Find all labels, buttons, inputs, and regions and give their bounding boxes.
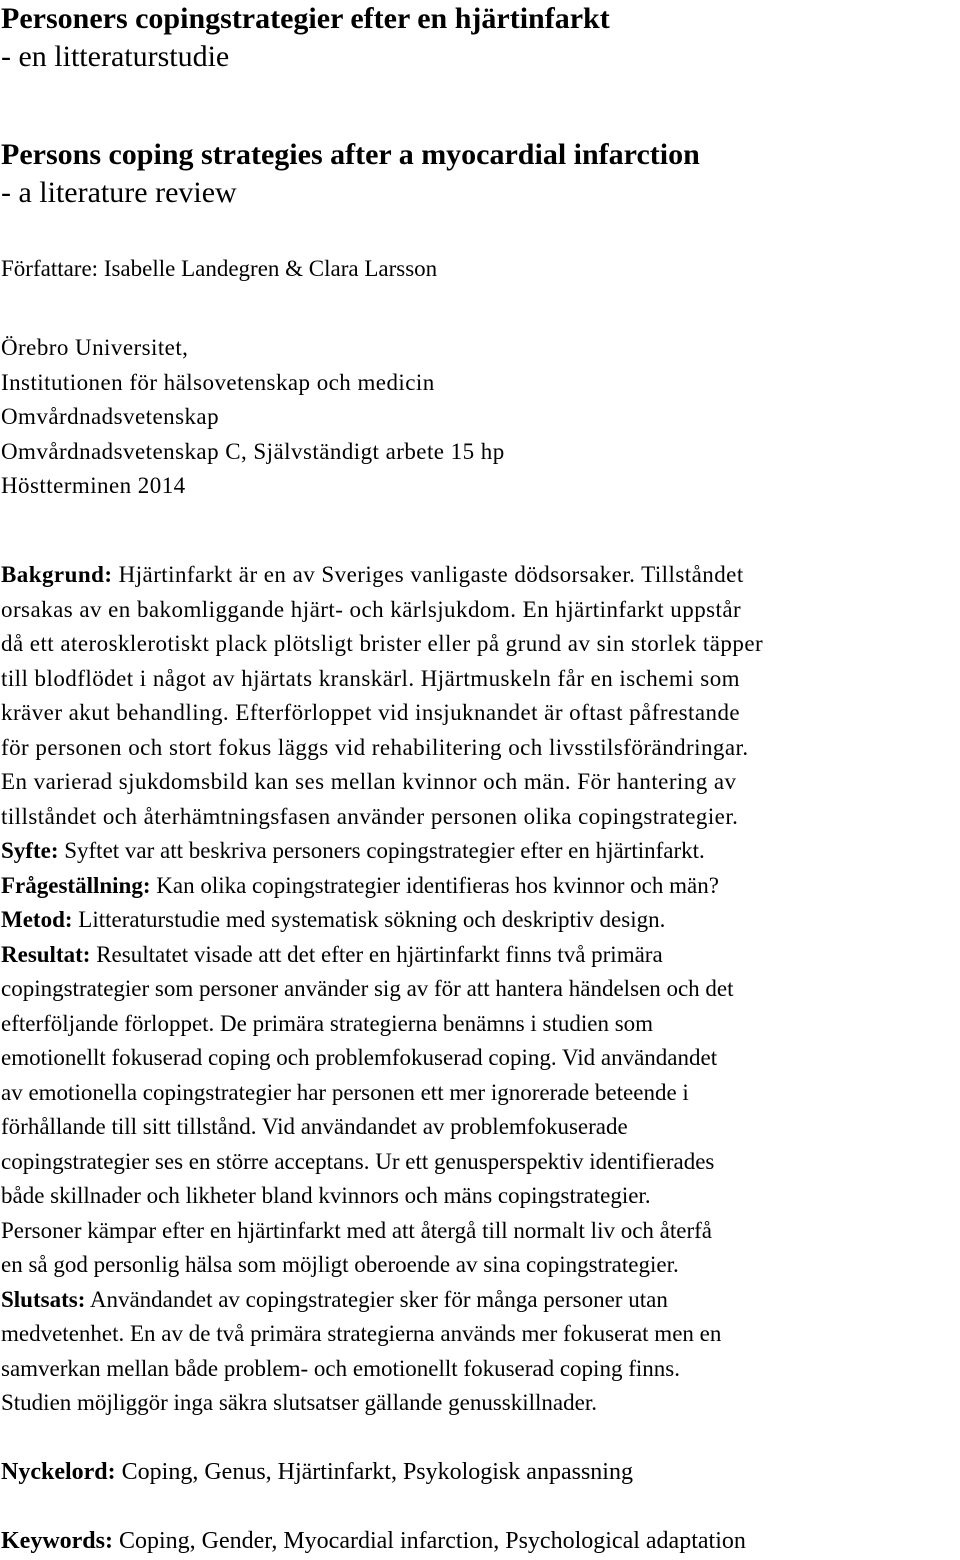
abstract-line: till blodflödet i något av hjärtats kranskärl. Hjärtmuskeln får en ischemi som [1,665,740,691]
affiliation-line: Omvårdnadsvetenskap [1,404,220,429]
swedish-title-subtitle: - en litteraturstudie [1,40,230,73]
results-line: copingstrategier ses en större acceptans. Ur ett genusperspektiv identifierades [1,1148,715,1174]
english-title-main: Persons coping strategies after a myocardial infarction [1,138,700,171]
results-line: copingstrategier som personer använder sig av för att hantera händelsen och det [1,976,734,1001]
abstract-background-line [1,558,949,593]
abstract [1,558,949,1421]
results-line: Personer kämpar efter en hjärtinfarkt med att återgå till normalt liv och återfå [1,1217,713,1243]
authors-line: Författare: Isabelle Landegren & Clara Larsson [1,256,438,281]
english-title [1,136,951,212]
swedish-keywords [1,1455,633,1489]
aim-text: Syftet var att beskriva personers copingstrategier efter en hjärtinfarkt. [58,838,705,863]
english-title-subtitle: - a literature review [1,176,237,209]
conclusion-label: Slutsats: [1,1286,86,1312]
results-text: Resultatet visade att det efter en hjärtinfarkt finns två primära [90,941,663,967]
results-line: förhållande till sitt tillstånd. Vid användandet av problemfokuserade [1,1114,628,1139]
results-line: efterföljande förloppet. De primära strategierna benämns i studien som [1,1010,654,1036]
conclusion-line: Studien möjliggör inga säkra slutsatser gällande genusskillnader. [1,1390,597,1415]
abstract-line: kräver akut behandling. Efterförloppet vid insjuknandet är oftast påfrestande [1,700,741,725]
question-label: Frågeställning: [1,872,151,898]
swedish-keywords-label: Nyckelord: [1,1459,116,1485]
abstract-text: Hjärtinfarkt är en av Sveriges vanligaste dödsorsaker. Tillståndet [112,562,744,587]
affiliation-line: Örebro Universitet, [1,335,189,360]
abstract-line: tillståndet och återhämtningsfasen använder personen olika copingstrategier. [1,803,739,829]
affiliation-line: Institutionen för hälsovetenskap och medicin [1,369,435,395]
abstract-line: för personen och stort fokus läggs vid rehabilitering och livsstilsförändringar. [1,734,749,760]
method-line [1,903,949,938]
results-line: emotionellt fokuserad coping och problemfokuserad coping. Vid användandet [1,1045,718,1070]
conclusion-text: Användandet av copingstrategier sker för många personer utan [85,1286,668,1312]
background-label: Bakgrund: [1,562,113,587]
results-line: en så god personlig hälsa som möjligt oberoende av sina copingstrategier. [1,1252,679,1277]
affiliation-line: Omvårdnadsvetenskap C, Självständigt arbete 15 hp [1,438,505,464]
conclusion-line [1,1283,949,1318]
aim-line [1,834,949,869]
results-line: både skillnader och likheter bland kvinnors och mäns copingstrategier. [1,1183,651,1208]
method-text: Litteraturstudie med systematisk sökning och deskriptiv design. [72,907,666,932]
abstract-line: då ett aterosklerotiskt plack plötsligt brister eller på grund av sin storlek täpper [1,631,764,656]
conclusion-line: samverkan mellan både problem- och emotionellt fokuserad coping finns. [1,1355,680,1381]
abstract-line: En varierad sjukdomsbild kan ses mellan kvinnor och män. För hantering av [1,769,737,794]
method-label: Metod: [1,907,73,932]
question-text: Kan olika copingstrategier identifieras hos kvinnor och män? [150,872,719,898]
results-line [1,938,949,973]
results-label: Resultat: [1,941,91,967]
abstract-line: orsakas av en bakomliggande hjärt- och kärlsjukdom. En hjärtinfarkt uppstår [1,596,742,622]
swedish-keywords-text: Coping, Genus, Hjärtinfarkt, Psykologisk anpassning [115,1459,633,1485]
results-line: av emotionella copingstrategier har personen ett mer ignorerade beteende i [1,1079,689,1105]
english-keywords-label: Keywords: [1,1528,113,1554]
affiliation-line: Höstterminen 2014 [1,473,186,498]
swedish-title [1,0,951,76]
question-line [1,869,949,904]
english-keywords [1,1524,746,1558]
affiliation-block [1,331,505,504]
aim-label: Syfte: [1,838,59,863]
english-keywords-text: Coping, Gender, Myocardial infarction, Psychological adaptation [112,1528,746,1554]
conclusion-line: medvetenhet. En av de två primära strategierna används mer fokuserat men en [1,1321,722,1346]
swedish-title-main: Personers copingstrategier efter en hjärtinfarkt [1,2,610,35]
